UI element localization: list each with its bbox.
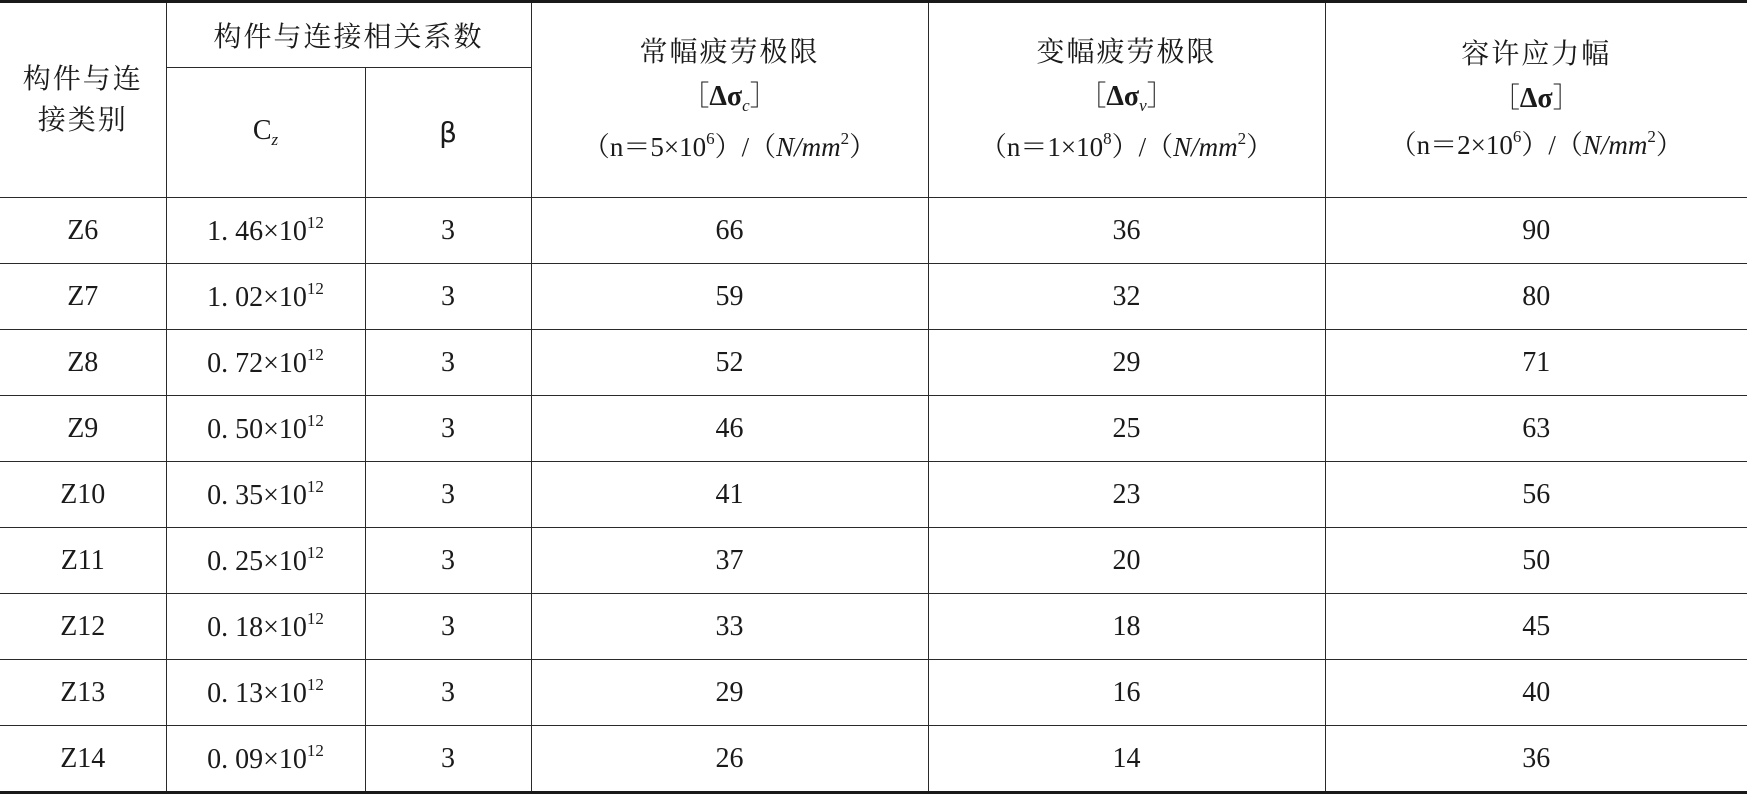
- const-cell: 59: [531, 264, 928, 330]
- const-cell: 33: [531, 594, 928, 660]
- var-cell: 25: [928, 396, 1325, 462]
- allow-cell: 71: [1325, 330, 1747, 396]
- const-cell: 26: [531, 726, 928, 793]
- allowable-range-header: [1325, 2, 1747, 198]
- var-cell: 36: [928, 198, 1325, 264]
- var-cell: 18: [928, 594, 1325, 660]
- const-title: 常幅疲劳极限: [639, 35, 820, 69]
- beta-cell: 3: [365, 594, 531, 660]
- table-row: [0, 660, 1747, 726]
- const-cell: 37: [531, 528, 928, 594]
- category-header-line1: 构件与连: [22, 62, 143, 96]
- beta-cell: 3: [365, 528, 531, 594]
- allow-cell: 36: [1325, 726, 1747, 793]
- header-row-1: [0, 2, 1747, 68]
- table-row: [0, 462, 1747, 528]
- cz-cell: 0. $35\times 10^{12}$: [166, 462, 365, 528]
- beta-cell: 3: [365, 330, 531, 396]
- category-header: [0, 2, 166, 198]
- var-cell: 20: [928, 528, 1325, 594]
- const-cell: 41: [531, 462, 928, 528]
- allow-title: 容许应力幅: [1461, 36, 1612, 70]
- allow-cell: 50: [1325, 528, 1747, 594]
- allow-cell: 56: [1325, 462, 1747, 528]
- category-cell: Z8: [0, 330, 166, 396]
- var-amplitude-header: [928, 2, 1325, 198]
- const-cell: 52: [531, 330, 928, 396]
- beta-cell: 3: [365, 396, 531, 462]
- var-cell: 29: [928, 330, 1325, 396]
- beta-cell: 3: [365, 726, 531, 793]
- table-row: [0, 396, 1747, 462]
- var-cell: 32: [928, 264, 1325, 330]
- table-row: [0, 528, 1747, 594]
- category-cell: Z6: [0, 198, 166, 264]
- cz-cell: 0. $50\times 10^{12}$: [166, 396, 365, 462]
- beta-header: β: [365, 68, 531, 198]
- const-cell: 46: [531, 396, 928, 462]
- var-title: 变幅疲劳极限: [1036, 35, 1217, 69]
- table-row: [0, 330, 1747, 396]
- coef-group-header: 构件与连接相关系数: [166, 2, 531, 68]
- allow-symbol: ［Δσ］: [1491, 82, 1581, 114]
- category-cell: Z7: [0, 264, 166, 330]
- var-symbol: $[\Delta\sigma_v]$: [1078, 81, 1175, 116]
- category-cell: Z9: [0, 396, 166, 462]
- beta-cell: 3: [365, 198, 531, 264]
- beta-cell: 3: [365, 462, 531, 528]
- var-condition: $(n=1\times 10^8)/(N/mm^2)$: [979, 128, 1274, 162]
- const-symbol: $[\Delta\sigma_c]$: [681, 81, 778, 116]
- const-condition: $(n=5\times 10^6)/(N/mm^2)$: [582, 128, 877, 162]
- var-cell: 14: [928, 726, 1325, 793]
- cz-cell: 1. $46\times 10^{12}$: [166, 198, 365, 264]
- cz-cell: 0. $25\times 10^{12}$: [166, 528, 365, 594]
- allow-cell: 45: [1325, 594, 1747, 660]
- const-cell: 29: [531, 660, 928, 726]
- allow-cell: 80: [1325, 264, 1747, 330]
- allow-cell: 40: [1325, 660, 1747, 726]
- category-cell: Z14: [0, 726, 166, 793]
- table-row: [0, 198, 1747, 264]
- allow-cell: 90: [1325, 198, 1747, 264]
- var-cell: 16: [928, 660, 1325, 726]
- cz-cell: 0. $72\times 10^{12}$: [166, 330, 365, 396]
- allow-cell: 63: [1325, 396, 1747, 462]
- category-cell: Z11: [0, 528, 166, 594]
- table-row: [0, 726, 1747, 793]
- allow-condition: $(n=2\times 10^6)/(N/mm^2)$: [1389, 127, 1683, 161]
- var-cell: 23: [928, 462, 1325, 528]
- beta-cell: 3: [365, 660, 531, 726]
- category-cell: Z12: [0, 594, 166, 660]
- table-row: [0, 594, 1747, 660]
- cz-cell: 0. $18\times 10^{12}$: [166, 594, 365, 660]
- cz-cell: 0. $13\times 10^{12}$: [166, 660, 365, 726]
- const-amplitude-header: [531, 2, 928, 198]
- const-cell: 66: [531, 198, 928, 264]
- cz-header: $C_z$: [166, 68, 365, 198]
- category-cell: Z10: [0, 462, 166, 528]
- cz-cell: 0. $09\times 10^{12}$: [166, 726, 365, 793]
- beta-cell: 3: [365, 264, 531, 330]
- table-row: [0, 264, 1747, 330]
- cz-cell: 1. $02\times 10^{12}$: [166, 264, 365, 330]
- category-cell: Z13: [0, 660, 166, 726]
- category-header-line2: 接类别: [37, 103, 128, 136]
